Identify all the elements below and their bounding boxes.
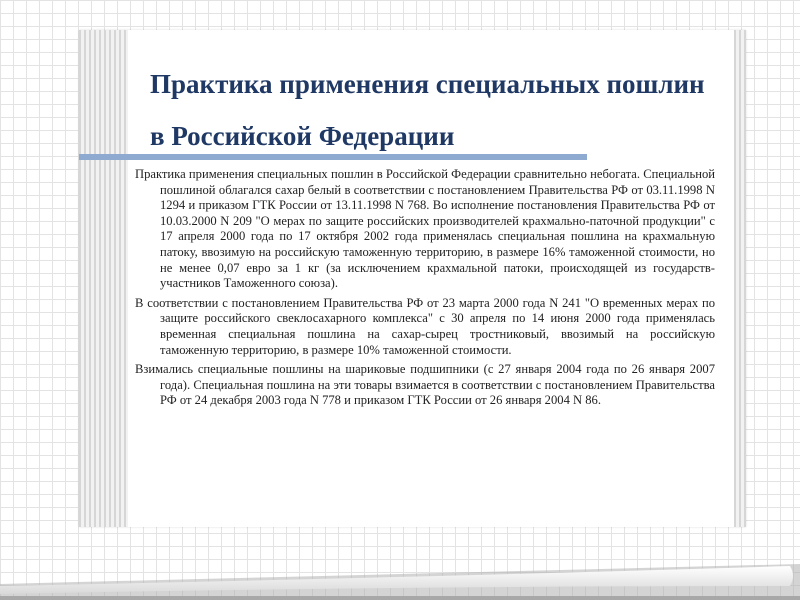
title-underline-rule	[79, 154, 587, 160]
page-curl-decoration	[0, 556, 800, 600]
body-paragraph: Взимались специальные пошлины на шариковые подшипники (с 27 января 2004 года по 26 января 2007 года). Специальная пошлина на эти товары взимается в соответствии с постановлением Правительства РФ от 24 декабря 2003 года N 778 и приказом ГТК России от 26 января 2004 N 86.	[135, 362, 715, 408]
slide-content-panel	[79, 30, 746, 527]
slide-body	[135, 167, 715, 413]
body-paragraph: В соответствии с постановлением Правительства РФ от 23 марта 2000 года N 241 "О временных мерах по защите российского свеклосахарного комплекса" с 30 апреля по 14 июня 2000 года применялась временная специальная пошлина на сахар-сырец тростниковый, ввозимый на российскую таможенную территорию, в размере 10% таможенной стоимости.	[135, 295, 715, 357]
decorative-stripes-left	[79, 30, 128, 527]
decorative-stripes-right	[734, 30, 746, 527]
slide-title: Практика применения специальных пошлин в Российской Федерации	[150, 69, 705, 151]
body-paragraph: Практика применения специальных пошлин в Российской Федерации сравнительно небогата. Специальной пошлиной облагался сахар белый в соответствии с постановлением Правительства РФ от 03.11.1998 N 1294 и приказом ГТК России от 13.11.1998 N 768. Во исполнение постановления Правительства РФ от 10.03.2000 N 209 "О мерах по защите российских производителей крахмально-паточной продукции" с 17 апреля 2000 года по 17 октября 2002 года применялась специальная пошлина на крахмальную патоку, ввозимую на российскую таможенную территорию, в размере 16% таможенной стоимости, но не менее 0,07 евро за 1 кг (за исключением крахмальной патоки, происходящей из государств-участников Таможенного союза).	[135, 167, 715, 291]
